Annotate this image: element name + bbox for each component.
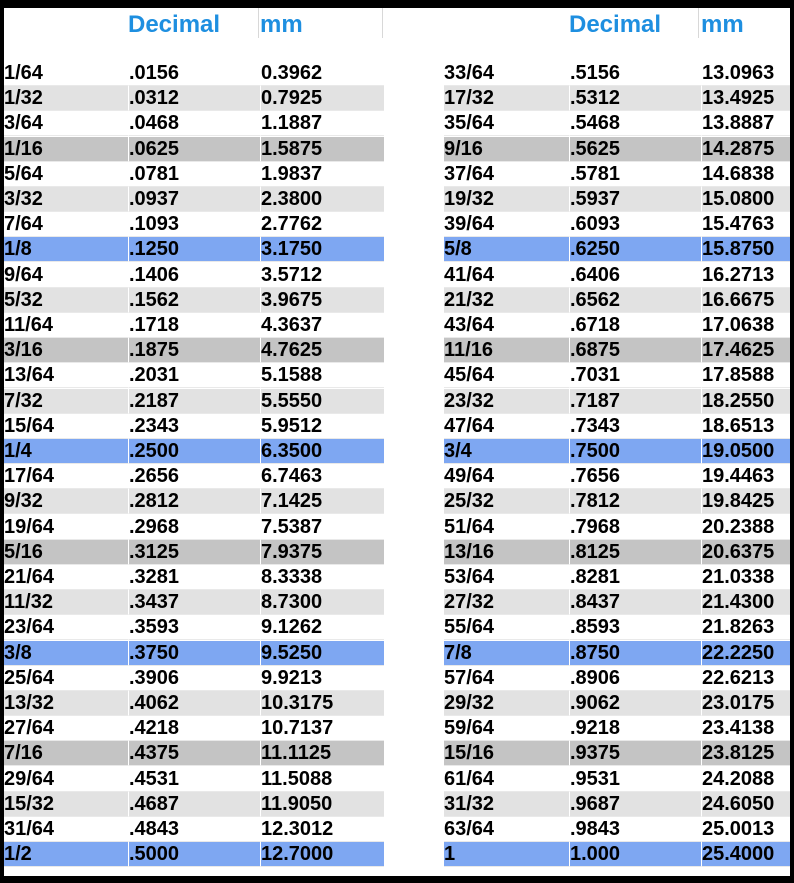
right-decimal-cell: .6562	[569, 288, 701, 313]
right-mm-cell: 19.4463	[701, 464, 790, 489]
right-decimal-cell: .9062	[569, 691, 701, 716]
right-mm-cell: 15.0800	[701, 187, 790, 212]
right-fraction-cell: 1	[444, 842, 569, 867]
right-decimal-cell: .9531	[569, 767, 701, 792]
table-row	[4, 489, 790, 514]
right-mm-cell: 20.6375	[701, 540, 790, 565]
right-mm-cell: 18.6513	[701, 414, 790, 439]
table-row	[4, 691, 790, 716]
left-mm-cell: 4.3637	[260, 313, 384, 338]
left-fraction-cell: 1/2	[4, 842, 128, 867]
left-decimal-cell: .0625	[128, 137, 260, 162]
left-decimal-header: Decimal	[128, 11, 221, 38]
table-row	[4, 263, 790, 288]
right-fraction-cell: 51/64	[444, 515, 569, 540]
left-fraction-cell: 23/64	[4, 615, 128, 640]
conversion-table	[4, 8, 790, 876]
table-row	[4, 817, 790, 842]
left-fraction-cell: 27/64	[4, 716, 128, 741]
right-fraction-cell: 19/32	[444, 187, 569, 212]
left-fraction-cell: 17/64	[4, 464, 128, 489]
right-decimal-cell: .5625	[569, 137, 701, 162]
right-mm-cell: 23.8125	[701, 741, 790, 766]
right-decimal-cell: .5156	[569, 61, 701, 86]
left-mm-cell: 7.5387	[260, 515, 384, 540]
left-decimal-cell: .4218	[128, 716, 260, 741]
left-fraction-cell: 1/32	[4, 86, 128, 111]
left-fraction-cell: 13/64	[4, 363, 128, 388]
right-mm-cell: 21.8263	[701, 615, 790, 640]
right-decimal-header: Decimal	[569, 11, 662, 38]
left-decimal-cell: .2187	[128, 389, 260, 414]
left-mm-cell: 11.1125	[260, 741, 384, 766]
left-decimal-cell: .1093	[128, 212, 260, 237]
right-decimal-cell: .5937	[569, 187, 701, 212]
left-fraction-cell: 1/4	[4, 439, 128, 464]
right-fraction-cell: 3/4	[444, 439, 569, 464]
table-row	[4, 187, 790, 212]
table-row	[4, 389, 790, 414]
table-row	[4, 792, 790, 817]
right-mm-cell: 15.4763	[701, 212, 790, 237]
table-row	[4, 162, 790, 187]
left-decimal-cell: .0468	[128, 111, 260, 136]
left-mm-cell: 5.9512	[260, 414, 384, 439]
left-mm-cell: 5.5550	[260, 389, 384, 414]
right-decimal-cell: .6093	[569, 212, 701, 237]
right-decimal-cell: 1.000	[569, 842, 701, 867]
left-mm-cell: 8.7300	[260, 590, 384, 615]
left-mm-cell: 3.1750	[260, 237, 384, 262]
left-mm-cell: 12.3012	[260, 817, 384, 842]
right-fraction-cell: 31/32	[444, 792, 569, 817]
right-decimal-cell: .8281	[569, 565, 701, 590]
table-row	[4, 313, 790, 338]
right-mm-cell: 24.2088	[701, 767, 790, 792]
table-row	[4, 86, 790, 111]
right-mm-cell: 14.6838	[701, 162, 790, 187]
table-row	[4, 439, 790, 464]
right-mm-cell: 23.0175	[701, 691, 790, 716]
left-fraction-cell: 15/64	[4, 414, 128, 439]
right-decimal-cell: .7968	[569, 515, 701, 540]
left-fraction-cell: 1/16	[4, 137, 128, 162]
right-mm-cell: 25.4000	[701, 842, 790, 867]
right-fraction-cell: 57/64	[444, 666, 569, 691]
right-decimal-cell: .9375	[569, 741, 701, 766]
right-decimal-cell: .6250	[569, 237, 701, 262]
right-fraction-cell: 53/64	[444, 565, 569, 590]
left-decimal-cell: .2812	[128, 489, 260, 514]
left-mm-cell: 11.9050	[260, 792, 384, 817]
table-row	[4, 741, 790, 766]
left-fraction-cell: 1/64	[4, 61, 128, 86]
table-row	[4, 842, 790, 867]
right-mm-cell: 24.6050	[701, 792, 790, 817]
left-decimal-cell: .1406	[128, 263, 260, 288]
right-fraction-cell: 41/64	[444, 263, 569, 288]
left-fraction-cell: 7/16	[4, 741, 128, 766]
right-mm-cell: 23.4138	[701, 716, 790, 741]
table-row	[4, 540, 790, 565]
left-mm-cell: 9.5250	[260, 641, 384, 666]
left-decimal-cell: .3906	[128, 666, 260, 691]
right-mm-cell: 17.4625	[701, 338, 790, 363]
left-mm-cell: 8.3338	[260, 565, 384, 590]
table-row	[4, 237, 790, 262]
right-fraction-cell: 47/64	[444, 414, 569, 439]
table-row	[4, 615, 790, 640]
right-mm-cell: 17.0638	[701, 313, 790, 338]
left-mm-cell: 2.7762	[260, 212, 384, 237]
right-decimal-cell: .6875	[569, 338, 701, 363]
left-fraction-cell: 7/32	[4, 389, 128, 414]
right-decimal-cell: .9843	[569, 817, 701, 842]
right-mm-cell: 25.0013	[701, 817, 790, 842]
left-decimal-cell: .4531	[128, 767, 260, 792]
right-fraction-cell: 43/64	[444, 313, 569, 338]
left-mm-cell: 9.1262	[260, 615, 384, 640]
right-decimal-cell: .9687	[569, 792, 701, 817]
table-row	[4, 716, 790, 741]
left-decimal-cell: .1718	[128, 313, 260, 338]
left-mm-cell: 10.3175	[260, 691, 384, 716]
left-decimal-cell: .3125	[128, 540, 260, 565]
left-fraction-cell: 5/32	[4, 288, 128, 313]
right-fraction-cell: 27/32	[444, 590, 569, 615]
left-mm-cell: 3.9675	[260, 288, 384, 313]
left-fraction-cell: 3/64	[4, 111, 128, 136]
right-decimal-cell: .7656	[569, 464, 701, 489]
right-mm-cell: 16.6675	[701, 288, 790, 313]
left-fraction-cell: 1/8	[4, 237, 128, 262]
right-fraction-cell: 23/32	[444, 389, 569, 414]
left-decimal-cell: .2343	[128, 414, 260, 439]
table-row	[4, 212, 790, 237]
left-mm-cell: 3.5712	[260, 263, 384, 288]
right-decimal-cell: .9218	[569, 716, 701, 741]
header-divider	[258, 8, 259, 38]
table-row	[4, 641, 790, 666]
table-row	[4, 767, 790, 792]
left-mm-cell: 0.3962	[260, 61, 384, 86]
left-decimal-cell: .4375	[128, 741, 260, 766]
table-row	[4, 137, 790, 162]
table-row	[4, 61, 790, 86]
left-mm-cell: 1.5875	[260, 137, 384, 162]
header-row	[4, 8, 790, 60]
left-mm-cell: 12.7000	[260, 842, 384, 867]
right-mm-cell: 19.0500	[701, 439, 790, 464]
left-decimal-cell: .1250	[128, 237, 260, 262]
header-divider	[382, 8, 383, 38]
right-decimal-cell: .8906	[569, 666, 701, 691]
left-fraction-cell: 13/32	[4, 691, 128, 716]
right-decimal-cell: .8750	[569, 641, 701, 666]
right-mm-cell: 19.8425	[701, 489, 790, 514]
right-fraction-cell: 11/16	[444, 338, 569, 363]
right-decimal-cell: .5312	[569, 86, 701, 111]
left-fraction-cell: 9/32	[4, 489, 128, 514]
left-decimal-cell: .0312	[128, 86, 260, 111]
right-mm-cell: 13.4925	[701, 86, 790, 111]
right-fraction-cell: 61/64	[444, 767, 569, 792]
left-fraction-cell: 3/8	[4, 641, 128, 666]
left-fraction-cell: 25/64	[4, 666, 128, 691]
table-row	[4, 666, 790, 691]
right-decimal-cell: .5781	[569, 162, 701, 187]
table-row	[4, 414, 790, 439]
left-mm-cell: 1.1887	[260, 111, 384, 136]
left-mm-cell: 2.3800	[260, 187, 384, 212]
right-fraction-cell: 25/32	[444, 489, 569, 514]
left-decimal-cell: .3437	[128, 590, 260, 615]
right-fraction-cell: 7/8	[444, 641, 569, 666]
table-row	[4, 515, 790, 540]
right-decimal-cell: .7343	[569, 414, 701, 439]
left-fraction-cell: 11/32	[4, 590, 128, 615]
left-fraction-cell: 5/16	[4, 540, 128, 565]
left-mm-cell: 4.7625	[260, 338, 384, 363]
right-mm-cell: 18.2550	[701, 389, 790, 414]
left-fraction-cell: 9/64	[4, 263, 128, 288]
left-mm-cell: 6.7463	[260, 464, 384, 489]
left-decimal-cell: .3593	[128, 615, 260, 640]
left-mm-cell: 11.5088	[260, 767, 384, 792]
right-fraction-cell: 21/32	[444, 288, 569, 313]
table-row	[4, 288, 790, 313]
left-decimal-cell: .0781	[128, 162, 260, 187]
right-fraction-cell: 37/64	[444, 162, 569, 187]
left-mm-cell: 7.1425	[260, 489, 384, 514]
right-decimal-cell: .8437	[569, 590, 701, 615]
left-mm-cell: 6.3500	[260, 439, 384, 464]
table-row	[4, 363, 790, 388]
right-fraction-cell: 5/8	[444, 237, 569, 262]
right-fraction-cell: 63/64	[444, 817, 569, 842]
left-decimal-cell: .2500	[128, 439, 260, 464]
right-decimal-cell: .6406	[569, 263, 701, 288]
right-fraction-cell: 49/64	[444, 464, 569, 489]
left-fraction-cell: 19/64	[4, 515, 128, 540]
right-decimal-cell: .6718	[569, 313, 701, 338]
left-fraction-cell: 7/64	[4, 212, 128, 237]
right-mm-cell: 15.8750	[701, 237, 790, 262]
right-mm-cell: 22.6213	[701, 666, 790, 691]
left-mm-cell: 7.9375	[260, 540, 384, 565]
right-decimal-cell: .5468	[569, 111, 701, 136]
right-decimal-cell: .7187	[569, 389, 701, 414]
right-fraction-cell: 59/64	[444, 716, 569, 741]
left-mm-cell: 1.9837	[260, 162, 384, 187]
left-mm-cell: 10.7137	[260, 716, 384, 741]
right-mm-cell: 17.8588	[701, 363, 790, 388]
table-row	[4, 590, 790, 615]
left-decimal-cell: .4687	[128, 792, 260, 817]
left-decimal-cell: .2031	[128, 363, 260, 388]
left-decimal-cell: .4062	[128, 691, 260, 716]
left-decimal-cell: .5000	[128, 842, 260, 867]
header-divider	[698, 8, 699, 38]
left-fraction-cell: 11/64	[4, 313, 128, 338]
right-decimal-cell: .7812	[569, 489, 701, 514]
left-decimal-cell: .1562	[128, 288, 260, 313]
right-fraction-cell: 39/64	[444, 212, 569, 237]
right-fraction-cell: 55/64	[444, 615, 569, 640]
right-fraction-cell: 35/64	[444, 111, 569, 136]
right-mm-cell: 22.2250	[701, 641, 790, 666]
left-decimal-cell: .2656	[128, 464, 260, 489]
right-mm-cell: 16.2713	[701, 263, 790, 288]
right-decimal-cell: .7500	[569, 439, 701, 464]
left-decimal-cell: .1875	[128, 338, 260, 363]
left-decimal-cell: .2968	[128, 515, 260, 540]
table-row	[4, 464, 790, 489]
right-mm-cell: 20.2388	[701, 515, 790, 540]
left-mm-cell: 5.1588	[260, 363, 384, 388]
left-fraction-cell: 21/64	[4, 565, 128, 590]
left-decimal-cell: .3281	[128, 565, 260, 590]
left-fraction-cell: 3/16	[4, 338, 128, 363]
left-decimal-cell: .0156	[128, 61, 260, 86]
left-mm-cell: 9.9213	[260, 666, 384, 691]
right-fraction-cell: 29/32	[444, 691, 569, 716]
right-mm-cell: 13.8887	[701, 111, 790, 136]
left-fraction-cell: 15/32	[4, 792, 128, 817]
left-decimal-cell: .3750	[128, 641, 260, 666]
left-fraction-cell: 5/64	[4, 162, 128, 187]
right-mm-cell: 21.0338	[701, 565, 790, 590]
right-decimal-cell: .8125	[569, 540, 701, 565]
table-row	[4, 111, 790, 136]
right-mm-header: mm	[701, 11, 744, 38]
right-fraction-cell: 45/64	[444, 363, 569, 388]
left-decimal-cell: .0937	[128, 187, 260, 212]
right-fraction-cell: 15/16	[444, 741, 569, 766]
left-fraction-cell: 31/64	[4, 817, 128, 842]
left-decimal-cell: .4843	[128, 817, 260, 842]
right-mm-cell: 14.2875	[701, 137, 790, 162]
right-fraction-cell: 9/16	[444, 137, 569, 162]
right-mm-cell: 21.4300	[701, 590, 790, 615]
right-decimal-cell: .8593	[569, 615, 701, 640]
table-row	[4, 338, 790, 363]
right-fraction-cell: 13/16	[444, 540, 569, 565]
table-row	[4, 565, 790, 590]
left-fraction-cell: 3/32	[4, 187, 128, 212]
right-decimal-cell: .7031	[569, 363, 701, 388]
right-fraction-cell: 33/64	[444, 61, 569, 86]
left-fraction-cell: 29/64	[4, 767, 128, 792]
right-fraction-cell: 17/32	[444, 86, 569, 111]
right-mm-cell: 13.0963	[701, 61, 790, 86]
left-mm-cell: 0.7925	[260, 86, 384, 111]
left-mm-header: mm	[260, 11, 303, 38]
